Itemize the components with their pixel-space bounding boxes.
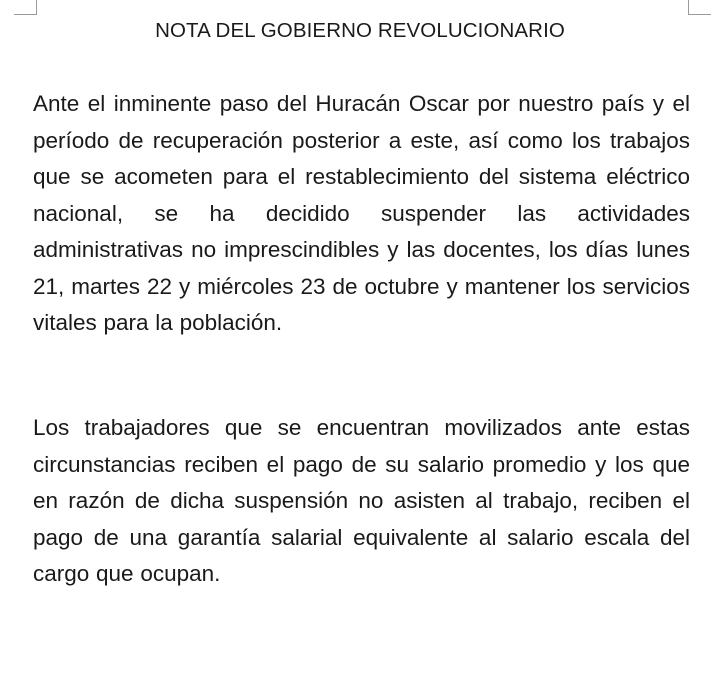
page-corner-mark-left bbox=[14, 0, 37, 15]
document-paragraph-1: Ante el inminente paso del Huracán Oscar por nuestro país y el período de recuperación posterior a este, así como los trabajos que se acometen para el restablecimiento del sistema eléctrico nacional, se ha decidido suspender las actividades administrativas no imprescindibles y las docentes, los días lunes 21, martes 22 y miércoles 23 de octubre y mantener los servicios vitales para la población. bbox=[33, 91, 690, 335]
document-paragraph-2: Los trabajadores que se encuentran movilizados ante estas circunstancias reciben el pago de su salario promedio y los que en razón de dicha suspensión no asisten al trabajo, reciben el pago de una garantía salarial equivalente al salario escala del cargo que ocupan. bbox=[33, 415, 690, 586]
page-corner-mark-right bbox=[688, 0, 711, 15]
document-title: NOTA DEL GOBIERNO REVOLUCIONARIO bbox=[155, 19, 565, 42]
